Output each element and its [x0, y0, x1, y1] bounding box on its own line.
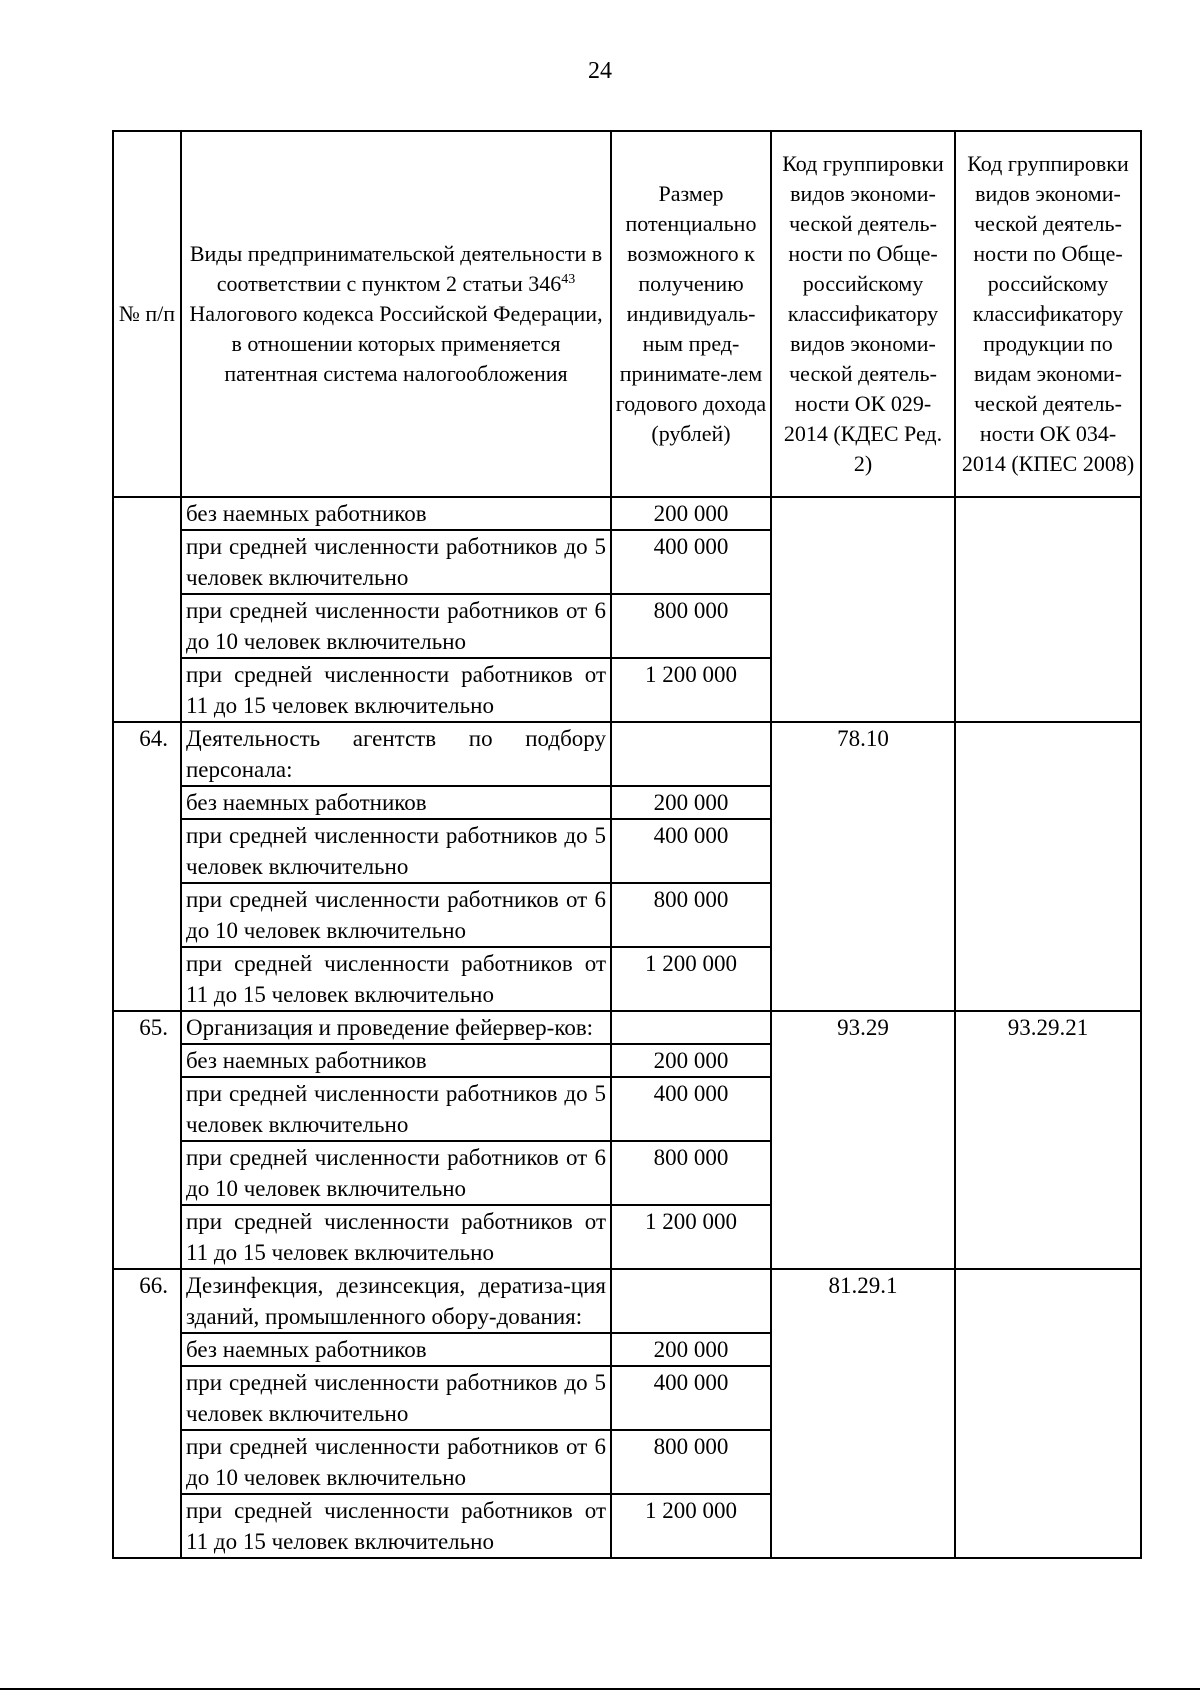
row-label: без наемных работников [181, 497, 611, 530]
okved-code: 81.29.1 [771, 1269, 955, 1558]
row-label: при средней численности работников до 5 человек включительно [181, 819, 611, 883]
row-amount: 200 000 [611, 497, 771, 530]
row-label: при средней численности работников от 6 до 10 человек включительно [181, 1430, 611, 1494]
row-amount: 400 000 [611, 1366, 771, 1430]
table-body [113, 497, 1141, 1558]
section-title-row [113, 722, 1141, 786]
header-okved: Код группировки видов экономи-ческой деятель-ности по Обще-российскому классификатору видов экономи-ческой деятель-ности ОК 029-2014 (КДЕС Ред. 2) [771, 131, 955, 497]
row-label: при средней численности работников до 5 человек включительно [181, 1077, 611, 1141]
header-activity-text: Виды предпринимательской деятельности в соответствии с пунктом 2 статьи 346 [189, 241, 603, 296]
row-label: без наемных работников [181, 786, 611, 819]
header-activity-tail: Налогового кодекса Российской Федерации, в отношении которых применяется патентная система налогообложения [189, 301, 603, 386]
row-label: при средней численности работников от 11 до 15 человек включительно [181, 658, 611, 722]
section-number: 65. [113, 1011, 181, 1269]
okved-code: 78.10 [771, 722, 955, 1011]
section-amount-empty [611, 1269, 771, 1333]
row-label: при средней численности работников от 11 до 15 человек включительно [181, 1494, 611, 1558]
header-okpd: Код группировки видов экономи-ческой деятель-ности по Обще-российскому классификатору продукции по видам экономи-ческой деятель-ности ОК 034-2014 (КПЕС 2008) [955, 131, 1141, 497]
page-number: 24 [588, 58, 612, 84]
row-amount: 200 000 [611, 786, 771, 819]
activities-table [112, 130, 1142, 1559]
okved-code: 93.29 [771, 1011, 955, 1269]
row-label: при средней численности работников от 11 до 15 человек включительно [181, 1205, 611, 1269]
section-number: 66. [113, 1269, 181, 1558]
row-label: при средней численности работников до 5 человек включительно [181, 1366, 611, 1430]
row-label: при средней численности работников от 6 до 10 человек включительно [181, 1141, 611, 1205]
row-amount: 1 200 000 [611, 947, 771, 1011]
bottom-rule [0, 1688, 1200, 1690]
row-amount: 400 000 [611, 1077, 771, 1141]
row-number-cell [113, 497, 181, 722]
table-row [113, 497, 1141, 530]
section-amount-empty [611, 1011, 771, 1044]
row-amount: 800 000 [611, 1430, 771, 1494]
section-title: Деятельность агентств по подбору персонала: [181, 722, 611, 786]
table-header-row [113, 131, 1141, 497]
section-title: Организация и проведение фейервер-ков: [181, 1011, 611, 1044]
row-amount: 200 000 [611, 1333, 771, 1366]
okpd-code [955, 722, 1141, 1011]
section-title: Дезинфекция, дезинсекция, дератиза-ция зданий, промышленного обору-дования: [181, 1269, 611, 1333]
row-label: при средней численности работников от 6 до 10 человек включительно [181, 594, 611, 658]
row-amount: 400 000 [611, 530, 771, 594]
row-label: при средней численности работников до 5 человек включительно [181, 530, 611, 594]
row-amount: 800 000 [611, 1141, 771, 1205]
row-amount: 800 000 [611, 594, 771, 658]
header-num: № п/п [113, 131, 181, 497]
row-amount: 1 200 000 [611, 1205, 771, 1269]
row-amount: 200 000 [611, 1044, 771, 1077]
section-number: 64. [113, 722, 181, 1011]
header-activity [181, 131, 611, 497]
header-activity-superscript: 43 [561, 272, 576, 287]
row-label: без наемных работников [181, 1333, 611, 1366]
row-label: без наемных работников [181, 1044, 611, 1077]
okved-code-cell [771, 497, 955, 722]
row-amount: 800 000 [611, 883, 771, 947]
okpd-code [955, 1269, 1141, 1558]
okpd-code: 93.29.21 [955, 1011, 1141, 1269]
row-amount: 400 000 [611, 819, 771, 883]
section-title-row [113, 1269, 1141, 1333]
row-label: при средней численности работников от 6 до 10 человек включительно [181, 883, 611, 947]
row-label: при средней численности работников от 11 до 15 человек включительно [181, 947, 611, 1011]
header-income: Размер потенциально возможного к получению индивидуаль-ным пред-принимате-лем годового дохода (рублей) [611, 131, 771, 497]
section-amount-empty [611, 722, 771, 786]
row-amount: 1 200 000 [611, 658, 771, 722]
section-title-row [113, 1011, 1141, 1044]
row-amount: 1 200 000 [611, 1494, 771, 1558]
okpd-code-cell [955, 497, 1141, 722]
